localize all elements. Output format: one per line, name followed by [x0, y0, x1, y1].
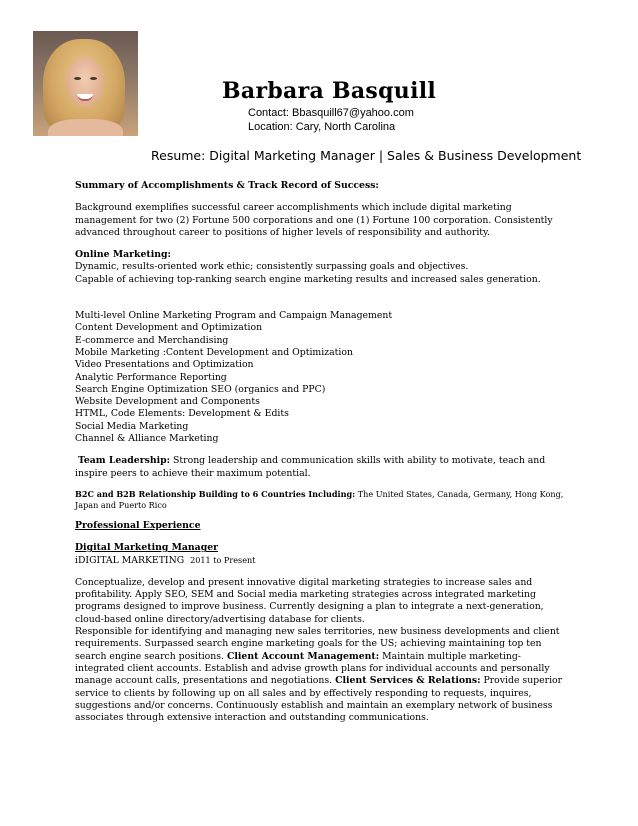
profile-photo	[33, 31, 138, 136]
skill-item: Mobile Marketing :Content Development and Optimization	[75, 346, 353, 358]
skill-item: HTML, Code Elements: Development & Edits	[75, 408, 289, 420]
online-marketing-heading: Online Marketing:	[75, 249, 171, 261]
client-services-label: Client Services & Relations:	[335, 675, 481, 687]
client-account-label: Client Account Management:	[226, 650, 380, 662]
job-dates: 2011 to Present	[190, 554, 256, 565]
team-leadership-text: Strong leadership and communication skills with ability to motivate, teach and inspire peers to achieve their maximum potential.	[75, 455, 546, 479]
location: Location: Cary, North Carolina	[248, 121, 396, 133]
skill-item: Social Media Marketing	[75, 420, 189, 432]
skill-item: Website Development and Components	[75, 396, 260, 408]
skill-item: Multi-level Online Marketing Program and Campaign Management	[75, 310, 393, 322]
b2c-text: The United States, Canada, Germany, Hong Kong, Japan and Puerto Rico	[75, 488, 564, 510]
team-leadership	[75, 455, 570, 480]
resume-body	[75, 180, 570, 724]
summary-text: Background exemplifies successful career accomplishments which include digital marketing management for two (2) Fortune 500 corporations and one (1) Fortune 100 corporation. Consistently advanced throughout career to positions of higher levels of responsibility and authority.	[75, 202, 553, 238]
company-line	[75, 555, 570, 567]
job-title: Digital Marketing Manager	[75, 542, 219, 554]
photo-eye-left	[74, 77, 81, 80]
job-description-2	[75, 626, 570, 724]
resume-headline: Resume: Digital Marketing Manager | Sales & Business Development	[151, 148, 582, 163]
contact-email: Contact: Bbasquill67@yahoo.com	[248, 107, 414, 119]
photo-eye-right	[90, 77, 97, 80]
skills-list	[75, 310, 570, 445]
skill-item: Search Engine Optimization SEO (organics and PPC)	[75, 383, 326, 395]
skill-item: Analytic Performance Reporting	[75, 371, 227, 383]
client-services-text: Provide superior service to clients by following up on all sales and by effectively responding to requests, inquires, suggestions and/or concerns. Continuously establish and maintain an exemplary network of business associates through extensive interaction and outstanding communications.	[75, 675, 563, 724]
b2c-label: B2C and B2B Relationship Building to 6 Countries Including:	[75, 488, 356, 499]
summary-heading: Summary of Accomplishments & Track Record of Success:	[75, 180, 379, 191]
team-leadership-label: Team Leadership:	[77, 455, 171, 467]
online-marketing-line: Capable of achieving top-ranking search engine marketing results and increased sales generation.	[75, 273, 541, 285]
skill-item: Content Development and Optimization	[75, 322, 263, 334]
skill-item: E-commerce and Merchandising	[75, 334, 229, 346]
online-marketing-line: Dynamic, results-oriented work ethic; consistently surpassing goals and objectives.	[75, 261, 469, 273]
company-name: iDIGITAL MARKETING	[75, 554, 185, 566]
b2c-b2b-countries	[75, 489, 570, 511]
skill-item: Channel & Alliance Marketing	[75, 433, 219, 445]
job-description-1: Conceptualize, develop and present innovative digital marketing strategies to increase sales and profitability. Apply SEO, SEM and Social media marketing strategies across integrated marketing programs designed to improve business. Currently designing a plan to integrate a next-generation, cloud-based online directory/advertising database for clients.	[75, 576, 544, 625]
candidate-name: Barbara Basquill	[222, 78, 437, 104]
sales-territories-text: Responsible for identifying and managing new sales territories, new business developments and client requirements. Surpassed search engine marketing goals for the US; achieving maintaining top ten search engine search positions.	[75, 626, 560, 662]
experience-heading: Professional Experience	[75, 519, 201, 531]
photo-shoulder	[48, 119, 123, 136]
client-account-text: Maintain multiple marketing-integrated client accounts. Establish and advise growth plans for individual accounts and personally manage account calls, presentations and negotiations.	[75, 650, 550, 687]
skill-item: Video Presentations and Optimization	[75, 359, 254, 371]
